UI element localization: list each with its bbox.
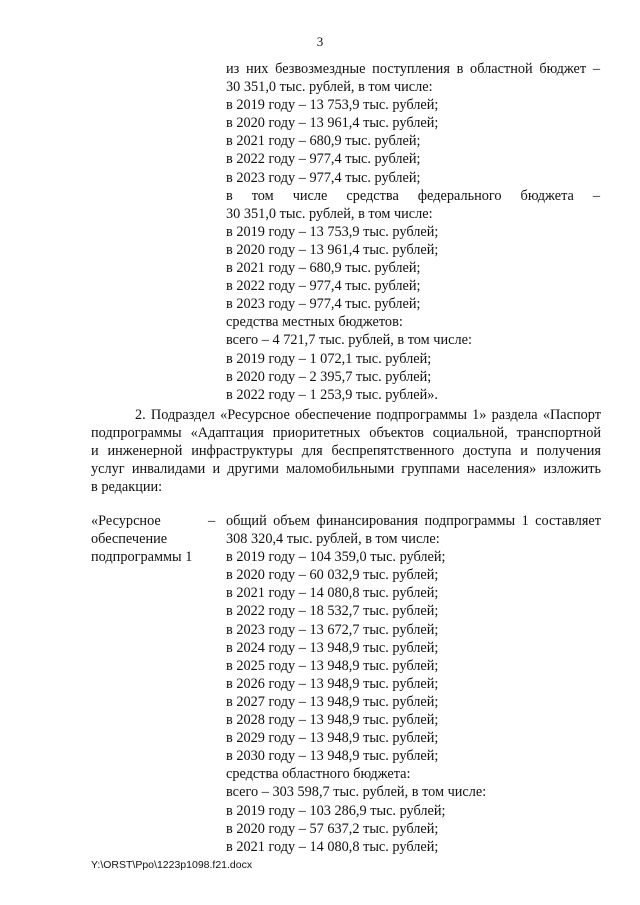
federal-line-2: 30 351,0 тыс. рублей, в том числе:	[226, 205, 433, 222]
regional-total: всего – 303 598,7 тыс. рублей, в том числе:	[226, 784, 487, 801]
label-line: подпрограммы 1	[91, 549, 193, 566]
year-line: в 2023 году – 13 672,7 тыс. рублей;	[226, 621, 439, 638]
year-line: в 2030 году – 13 948,9 тыс. рублей;	[226, 748, 439, 765]
year-line: в 2028 году – 13 948,9 тыс. рублей;	[226, 712, 439, 729]
amendment-paragraph	[91, 406, 601, 496]
year-line: в 2019 году – 104 359,0 тыс. рублей;	[226, 549, 446, 566]
intro-line-1: из них безвозмездные поступления в областной бюджет –	[226, 61, 600, 77]
year-line: в 2020 году – 60 032,9 тыс. рублей;	[226, 567, 439, 584]
paragraph-line: подпрограммы «Адаптация приоритетных объектов социальной, транспортной	[91, 425, 601, 442]
year-line: в 2022 году – 18 532,7 тыс. рублей;	[226, 603, 439, 620]
year-line: в 2020 году – 57 637,2 тыс. рублей;	[226, 820, 439, 837]
year-line: в 2019 году – 1 072,1 тыс. рублей;	[226, 350, 432, 367]
file-path-footer: Y:\ORST\Ppo\1223p1098.f21.docx	[91, 859, 253, 871]
total-financing-line: общий объем финансирования подпрограммы 1 составляет	[226, 513, 601, 529]
year-line: в 2020 году – 13 961,4 тыс. рублей;	[226, 115, 439, 132]
page-number: 3	[316, 34, 324, 49]
paragraph-line: и инженерной инфраструктуры для беспрепятственного доступа и получения	[91, 443, 601, 460]
year-line: в 2019 году – 13 753,9 тыс. рублей;	[226, 223, 439, 240]
funding-continuation-block	[226, 60, 600, 404]
year-line: в 2021 году – 680,9 тыс. рублей;	[226, 260, 421, 277]
year-line: в 2025 году – 13 948,9 тыс. рублей;	[226, 657, 439, 674]
intro-line-2: 30 351,0 тыс. рублей, в том числе:	[226, 79, 433, 96]
year-line: в 2021 году – 680,9 тыс. рублей;	[226, 133, 421, 150]
year-line: в 2022 году – 977,4 тыс. рублей;	[226, 151, 421, 168]
year-line: в 2023 году – 977,4 тыс. рублей;	[226, 296, 421, 313]
local-total: всего – 4 721,7 тыс. рублей, в том числе:	[226, 332, 472, 349]
year-line: в 2027 году – 13 948,9 тыс. рублей;	[226, 693, 439, 710]
year-line: в 2029 году – 13 948,9 тыс. рублей;	[226, 730, 439, 747]
year-line: в 2020 году – 13 961,4 тыс. рублей;	[226, 241, 439, 258]
year-line: в 2019 году – 103 286,9 тыс. рублей;	[226, 802, 446, 819]
local-heading: средства местных бюджетов:	[226, 314, 403, 331]
year-line: в 2021 году – 14 080,8 тыс. рублей;	[226, 585, 439, 602]
paragraph-line: 2. Подраздел «Ресурсное обеспечение подпрограммы 1» раздела «Паспорт	[135, 407, 601, 423]
year-line: в 2022 году – 977,4 тыс. рублей;	[226, 278, 421, 295]
passport-content	[226, 512, 601, 856]
paragraph-line: услуг инвалидами и другими маломобильными группами населения» изложить	[91, 461, 601, 478]
passport-dash: –	[208, 513, 216, 529]
year-line: в 2024 году – 13 948,9 тыс. рублей;	[226, 639, 439, 656]
year-line: в 2020 году – 2 395,7 тыс. рублей;	[226, 368, 432, 385]
year-line: в 2026 году – 13 948,9 тыс. рублей;	[226, 675, 439, 692]
year-line: в 2021 году – 14 080,8 тыс. рублей;	[226, 838, 439, 855]
total-amount-line: 308 320,4 тыс. рублей, в том числе:	[226, 531, 440, 548]
year-line: в 2022 году – 1 253,9 тыс. рублей».	[226, 386, 438, 403]
label-line: обеспечение	[91, 531, 168, 548]
year-line: в 2023 году – 977,4 тыс. рублей;	[226, 169, 421, 186]
passport-label	[91, 512, 203, 566]
label-line: «Ресурсное	[91, 513, 161, 529]
regional-heading: средства областного бюджета:	[226, 766, 411, 783]
federal-line-1: в том числе средства федерального бюджета –	[226, 187, 600, 204]
paragraph-line: в редакции:	[91, 479, 163, 496]
year-line: в 2019 году – 13 753,9 тыс. рублей;	[226, 97, 439, 114]
